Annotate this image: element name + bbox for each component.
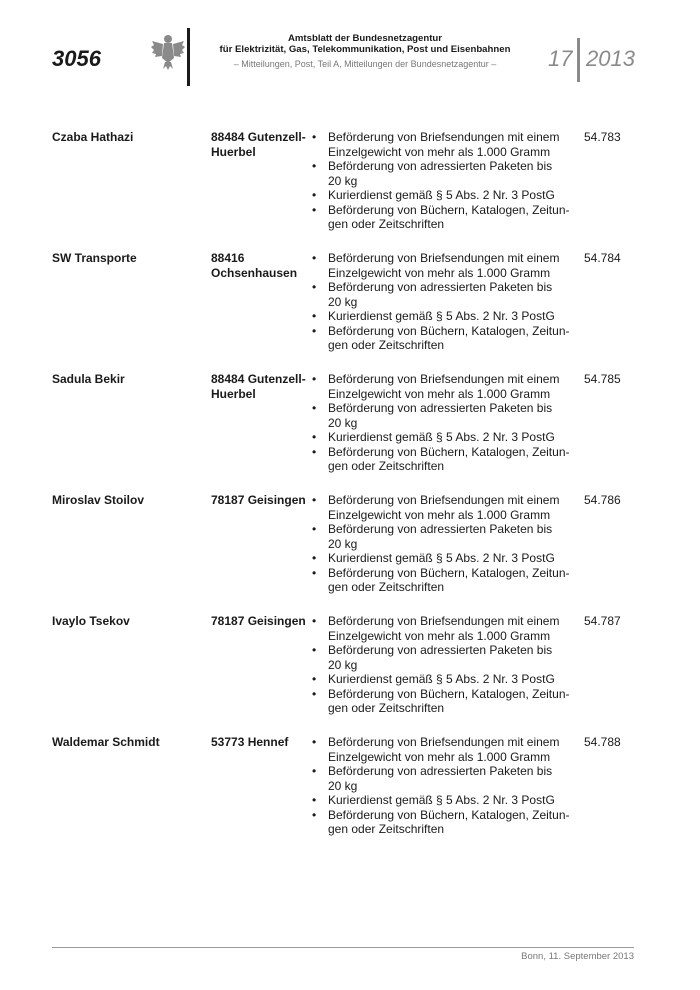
service-text-line: Einzelgewicht von mehr als 1.000 Gramm [328,628,551,643]
service-text-line: gen oder Zeitschriften [328,338,445,352]
service-text-line: Beförderung von adressierten Paketen bis [328,159,553,173]
list-item [52,251,632,372]
service-text-line: 20 kg [328,536,358,551]
bullet-icon: • [312,493,317,507]
licensee-location [211,251,311,280]
service-item [310,643,572,672]
service-list [310,493,572,595]
service-text-line: Kurierdienst gemäß § 5 Abs. 2 Nr. 3 PostG [328,551,555,565]
service-item [310,159,572,188]
bullet-icon: • [312,551,317,565]
licensee-name: Sadula Bekir [52,372,125,386]
service-item [310,764,572,793]
service-text-line: Beförderung von Büchern, Katalogen, Zeitun- [328,444,570,459]
service-text-line: Beförderung von adressierten Paketen bis [328,401,553,415]
bullet-icon: • [312,807,317,822]
service-text-line: Beförderung von Briefsendungen mit einem [328,130,560,144]
service-text-line: Kurierdienst gemäß § 5 Abs. 2 Nr. 3 PostG [328,793,555,807]
licensee-name: Waldemar Schmidt [52,735,160,749]
service-text-line: Beförderung von Briefsendungen mit einem [328,493,560,507]
issue-divider [577,38,580,82]
location-line: 88484 Gutenzell- [211,372,306,386]
bullet-icon: • [312,643,317,657]
issue-number: 17 [548,46,573,71]
bullet-icon: • [312,323,317,338]
bullet-icon: • [312,444,317,459]
location-line: Huerbel [211,386,256,401]
service-item [310,614,572,643]
location-line: Ochsenhausen [211,265,298,280]
service-item [310,372,572,401]
licensee-name: Czaba Hathazi [52,130,134,144]
location-line: Huerbel [211,144,256,159]
service-item [310,566,572,595]
service-item [310,493,572,522]
service-item [310,188,572,203]
registration-number: 54.786 [584,493,621,507]
footer-date: Bonn, 11. September 2013 [521,951,634,962]
bullet-icon: • [312,614,317,628]
service-list [310,614,572,716]
service-item [310,735,572,764]
service-text-line: Kurierdienst gemäß § 5 Abs. 2 Nr. 3 PostG [328,672,555,686]
service-text-line: gen oder Zeitschriften [328,701,445,715]
publication-title-line1: Amtsblatt der Bundesnetzagentur [287,33,443,44]
flag-bar [187,28,190,86]
bullet-icon: • [312,159,317,173]
service-text-line: Beförderung von Briefsendungen mit einem [328,614,560,628]
service-text-line: Beförderung von adressierten Paketen bis [328,764,553,778]
bullet-icon: • [312,130,317,144]
service-text-line: 20 kg [328,415,358,430]
bullet-icon: • [312,202,317,217]
list-item [52,614,632,735]
service-text-line: Kurierdienst gemäß § 5 Abs. 2 Nr. 3 PostG [328,188,555,202]
service-item [310,324,572,353]
service-text-line: Beförderung von Büchern, Katalogen, Zeitun- [328,686,570,701]
service-text-line: Beförderung von Briefsendungen mit einem [328,251,560,265]
service-text-line: Beförderung von Büchern, Katalogen, Zeitun- [328,807,570,822]
service-text-line: Kurierdienst gemäß § 5 Abs. 2 Nr. 3 PostG [328,430,555,444]
publication-title-line2: für Elektrizität, Gas, Telekommunikation, Post und Eisenbahnen [219,44,511,55]
list-item [52,130,632,251]
service-text-line: Einzelgewicht von mehr als 1.000 Gramm [328,749,551,764]
licensee-name: Miroslav Stoilov [52,493,145,507]
service-text-line: Einzelgewicht von mehr als 1.000 Gramm [328,386,551,401]
service-item [310,401,572,430]
service-text-line: 20 kg [328,173,358,188]
service-text-line: Einzelgewicht von mehr als 1.000 Gramm [328,265,551,280]
service-text-line: Einzelgewicht von mehr als 1.000 Gramm [328,507,551,522]
service-item [310,687,572,716]
service-text-line: Beförderung von Briefsendungen mit einem [328,372,560,386]
service-text-line: Beförderung von Büchern, Katalogen, Zeitun- [328,565,570,580]
service-text-line: gen oder Zeitschriften [328,459,445,473]
location-line: 78187 Geisingen [211,493,306,507]
registration-number: 54.783 [584,130,621,144]
list-item [52,735,632,856]
service-text-line: 20 kg [328,657,358,672]
publication-title [205,33,525,55]
issue-year: 2013 [586,46,635,71]
list-item [52,493,632,614]
service-list [310,251,572,353]
bullet-icon: • [312,309,317,323]
service-list [310,372,572,474]
service-item [310,551,572,566]
bullet-icon: • [312,430,317,444]
location-line: 88416 [211,251,245,265]
service-text-line: gen oder Zeitschriften [328,580,445,594]
location-line: 88484 Gutenzell- [211,130,306,144]
licensee-name: Ivaylo Tsekov [52,614,130,628]
page-number: 3056 [52,46,101,71]
service-text-line: Beförderung von Briefsendungen mit einem [328,735,560,749]
licensee-name: SW Transporte [52,251,137,265]
licensee-location [211,614,311,629]
location-line: 53773 Hennef [211,735,289,749]
bullet-icon: • [312,672,317,686]
service-item [310,203,572,232]
service-text-line: 20 kg [328,778,358,793]
service-item [310,130,572,159]
service-text-line: gen oder Zeitschriften [328,822,445,836]
bullet-icon: • [312,764,317,778]
bullet-icon: • [312,793,317,807]
service-text-line: Einzelgewicht von mehr als 1.000 Gramm [328,144,551,159]
service-item [310,430,572,445]
service-list [310,130,572,232]
bullet-icon: • [312,735,317,749]
bullet-icon: • [312,188,317,202]
bullet-icon: • [312,565,317,580]
licensee-location [211,735,311,750]
service-text-line: 20 kg [328,294,358,309]
bullet-icon: • [312,522,317,536]
bullet-icon: • [312,686,317,701]
service-item [310,280,572,309]
entry-list [52,130,632,856]
service-item [310,445,572,474]
service-item [310,522,572,551]
federal-eagle-icon [150,32,186,72]
registration-number: 54.787 [584,614,621,628]
footer-divider [52,947,634,948]
licensee-location [211,493,311,508]
location-line: 78187 Geisingen [211,614,306,628]
service-text-line: Beförderung von adressierten Paketen bis [328,280,553,294]
registration-number: 54.788 [584,735,621,749]
service-item [310,251,572,280]
service-text-line: gen oder Zeitschriften [328,217,445,231]
service-text-line: Kurierdienst gemäß § 5 Abs. 2 Nr. 3 PostG [328,309,555,323]
service-text-line: Beförderung von adressierten Paketen bis [328,522,553,536]
bullet-icon: • [312,401,317,415]
bullet-icon: • [312,372,317,386]
service-item [310,793,572,808]
publication-subtitle: – Mitteilungen, Post, Teil A, Mitteilungen der Bundesnetzagentur – [233,59,497,69]
service-text-line: Beförderung von adressierten Paketen bis [328,643,553,657]
licensee-location [211,372,311,401]
licensee-location [211,130,311,159]
registration-number: 54.785 [584,372,621,386]
service-item [310,808,572,837]
service-text-line: Beförderung von Büchern, Katalogen, Zeitun- [328,202,570,217]
service-item [310,672,572,687]
bullet-icon: • [312,280,317,294]
bullet-icon: • [312,251,317,265]
service-item [310,309,572,324]
registration-number: 54.784 [584,251,621,265]
service-text-line: Beförderung von Büchern, Katalogen, Zeitun- [328,323,570,338]
list-item [52,372,632,493]
service-list [310,735,572,837]
